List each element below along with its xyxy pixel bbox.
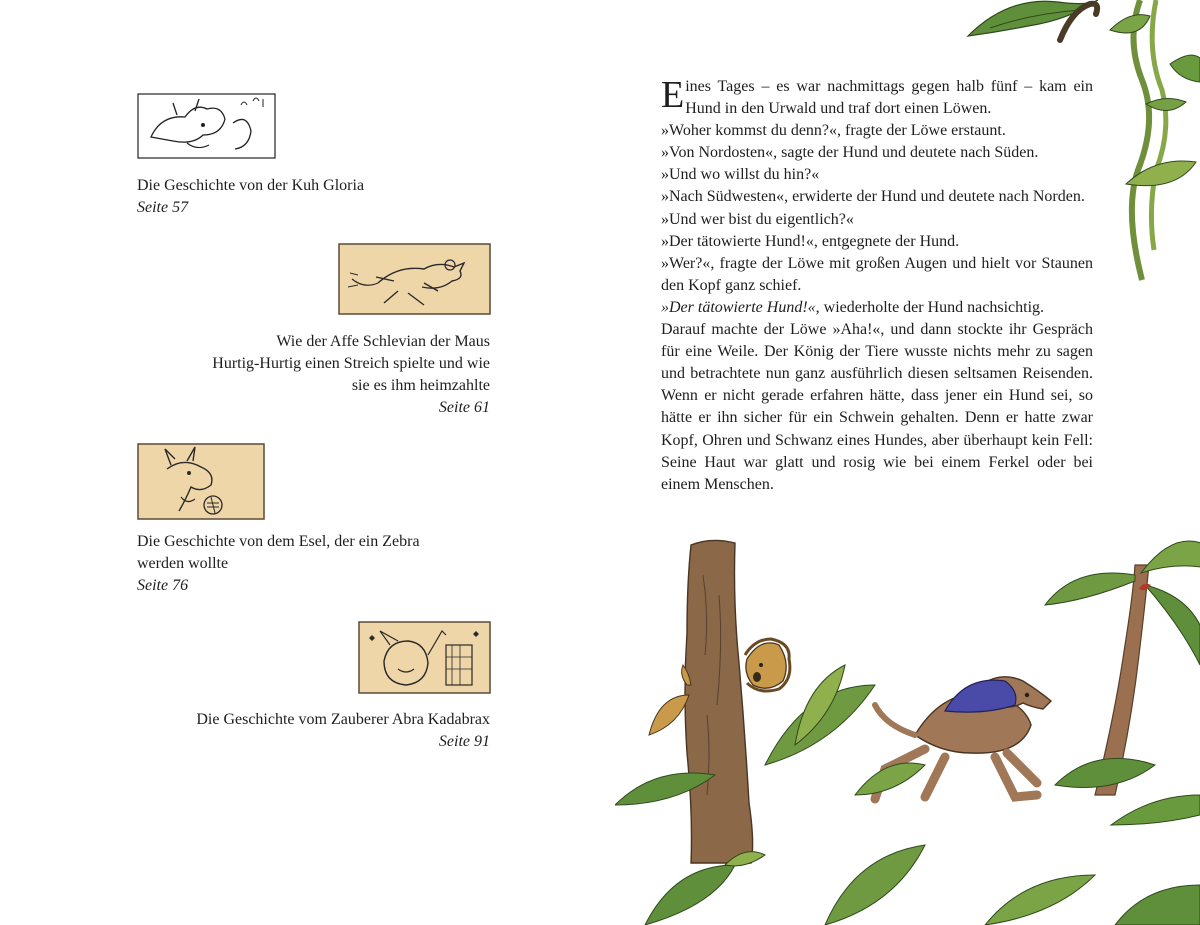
toc-entry-title-line: sie es ihm heimzahlte [351,377,490,394]
story-paragraph-italic [661,297,1093,319]
story-paragraph: »Und wo willst du hin?« [661,166,820,184]
running-mouse-sketch-thumbnail [338,243,491,315]
jungle-scene-illustration [615,535,1200,925]
story-sentence: ines Tages – es war nachmittags gegen halb fünf – kam ein Hund in den Urwald und traf dort einen Löwen. [685,78,1093,118]
story-paragraph: »Wer?«, fragte der Löwe mit großen Augen und hielt vor Staunen den Kopf ganz schief. [661,254,1093,294]
cow-sketch-thumbnail [137,93,276,159]
story-paragraph: Darauf machte der Löwe »Aha!«, und dann stockte ihr Gespräch für eine Weile. Der König der Tiere wusste nichts mehr zu sagen und betrachtete nun ganz ausführlich diesen seltsamen Reisenden. Wenn er nicht gerade erfahren hätte, dass jener ein Hund sei, so hätte er ihn sicher für ein Schwein gehalten. Denn er hatte zwar Kopf, Ohren und Schwanz eines Hundes, aber überhaupt kein Fell: Seine Haut war glatt und rosig wie bei einem Ferkel oder bei einem Menschen. [661,321,1093,493]
story-text [661,76,1093,496]
toc-entry-affe-schlevian[interactable] [212,331,490,419]
toc-entry-kuh-gloria[interactable] [137,175,364,219]
story-paragraph: »Von Nordosten«, sagte der Hund und deutete nach Süden. [661,144,1039,162]
story-paragraph: »Woher kommst du denn?«, fragte der Löwe erstaunt. [661,122,1006,140]
toc-entry-title: Die Geschichte vom Zauberer Abra Kadabrax [196,711,490,728]
story-paragraph: »Der tätowierte Hund!«, entgegnete der Hund. [661,232,960,250]
story-sentence: , wiederholte der Hund nachsichtig. [815,298,1045,316]
toc-entry-title-line: werden wollte [137,555,229,572]
toc-page-ref: Seite 76 [137,577,189,594]
toc-entry-title-line: Wie der Affe Schlevian der Maus [276,333,490,350]
toc-entry-title-line: Die Geschichte von dem Esel, der ein Zebra [137,533,420,550]
italic-quote: »Der tätowierte Hund!« [661,298,816,316]
drop-cap: E [661,74,685,116]
donkey-sketch-thumbnail [137,443,265,520]
toc-page-ref: Seite 57 [137,199,189,216]
wizard-sketch-thumbnail [358,621,491,694]
story-paragraph: »Nach Südwesten«, erwiderte der Hund und deutete nach Norden. [661,188,1085,206]
story-paragraph: »Und wer bist du eigentlich?« [661,210,854,228]
toc-entry-title: Die Geschichte von der Kuh Gloria [137,177,365,194]
toc-entry-title-line: Hurtig-Hurtig einen Streich spielte und wie [212,355,490,372]
toc-page-ref: Seite 61 [438,399,490,416]
story-paragraph-opening [661,76,1093,120]
toc-page-ref: Seite 91 [438,733,490,750]
toc-entry-zauberer-abra-kadabrax[interactable] [196,709,490,753]
toc-entry-esel-zebra[interactable] [137,531,420,597]
